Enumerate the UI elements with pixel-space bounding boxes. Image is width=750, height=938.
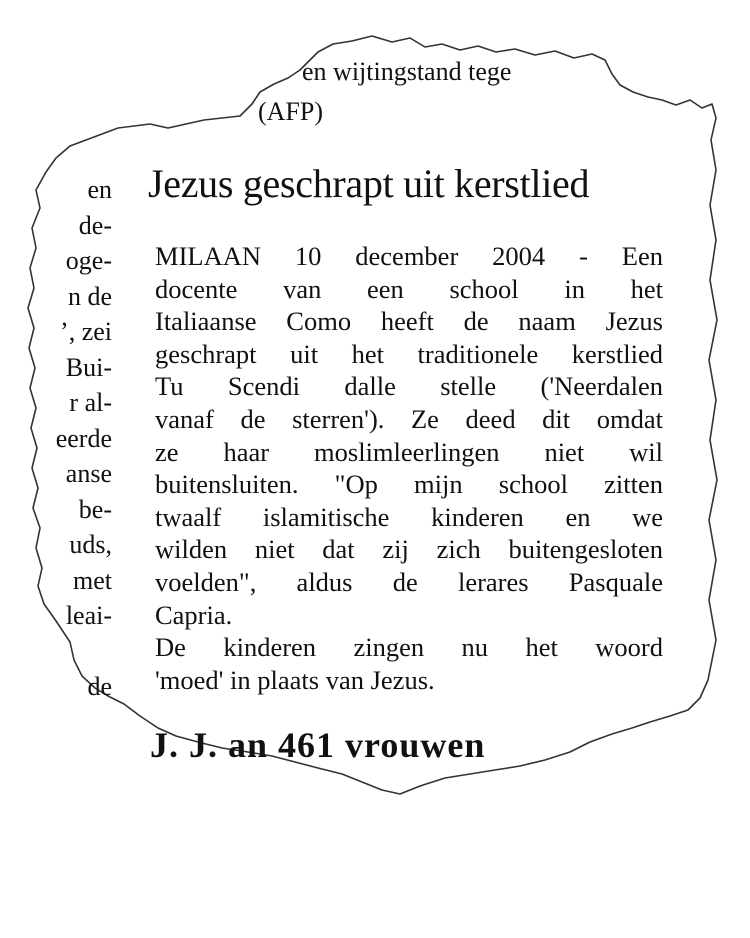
body-line: geschrapt uit het traditionele kerstlied bbox=[155, 338, 663, 369]
left-column-line bbox=[40, 634, 112, 670]
bottom-fragment-label: J. J. an 461 vrouwen bbox=[150, 725, 486, 764]
body-line: Capria. bbox=[155, 599, 233, 630]
body-line: De kinderen zingen nu het woord bbox=[155, 632, 663, 663]
body-line: buitensluiten. "Op mijn school zitten bbox=[155, 469, 663, 500]
body-line: wilden niet dat zij zich buitengesloten bbox=[155, 534, 663, 565]
body-line: voelden", aldus de lerares Pasquale bbox=[155, 566, 663, 597]
body-line: 'moed' in plaats van Jezus. bbox=[155, 664, 435, 695]
left-column-line: met bbox=[73, 565, 112, 595]
body-line: ze haar moslimleerlingen niet wil bbox=[155, 436, 663, 467]
left-column-line: anse bbox=[65, 459, 112, 488]
body-line: docente van een school in het bbox=[155, 273, 663, 304]
bottom-fragment-text bbox=[150, 724, 620, 764]
left-column-line: Bui- bbox=[65, 352, 112, 382]
top-source-credit: (AFP) bbox=[258, 97, 324, 126]
left-column-line: oge- bbox=[65, 246, 112, 275]
left-column-line: de bbox=[87, 672, 112, 701]
left-column-line: n de bbox=[67, 281, 112, 311]
left-column-line: r al- bbox=[69, 388, 112, 417]
left-column-line: en bbox=[87, 175, 112, 204]
article-headline: Jezus geschrapt uit kerstlied bbox=[148, 161, 590, 206]
body-line: twaalf islamitische kinderen en we bbox=[155, 501, 663, 532]
top-fragment-text: en wijtingstand tege bbox=[302, 57, 512, 86]
left-column-line: eerde bbox=[55, 423, 112, 453]
left-column-line: ’, zei bbox=[60, 317, 112, 346]
body-line: MILAAN 10 december 2004 - Een bbox=[155, 241, 663, 271]
body-line: vanaf de sterren'). Ze deed dit omdat bbox=[155, 403, 663, 434]
left-column-fragment bbox=[40, 172, 112, 705]
left-column-line: be- bbox=[78, 494, 112, 524]
article-body bbox=[155, 240, 663, 696]
left-column-line: leai- bbox=[65, 601, 112, 630]
left-column-line: uds, bbox=[69, 530, 112, 559]
left-column-line: de- bbox=[78, 210, 112, 240]
body-line: Italiaanse Como heeft de naam Jezus bbox=[155, 306, 663, 337]
body-line: Tu Scendi dalle stelle ('Neerdalen bbox=[155, 371, 663, 402]
